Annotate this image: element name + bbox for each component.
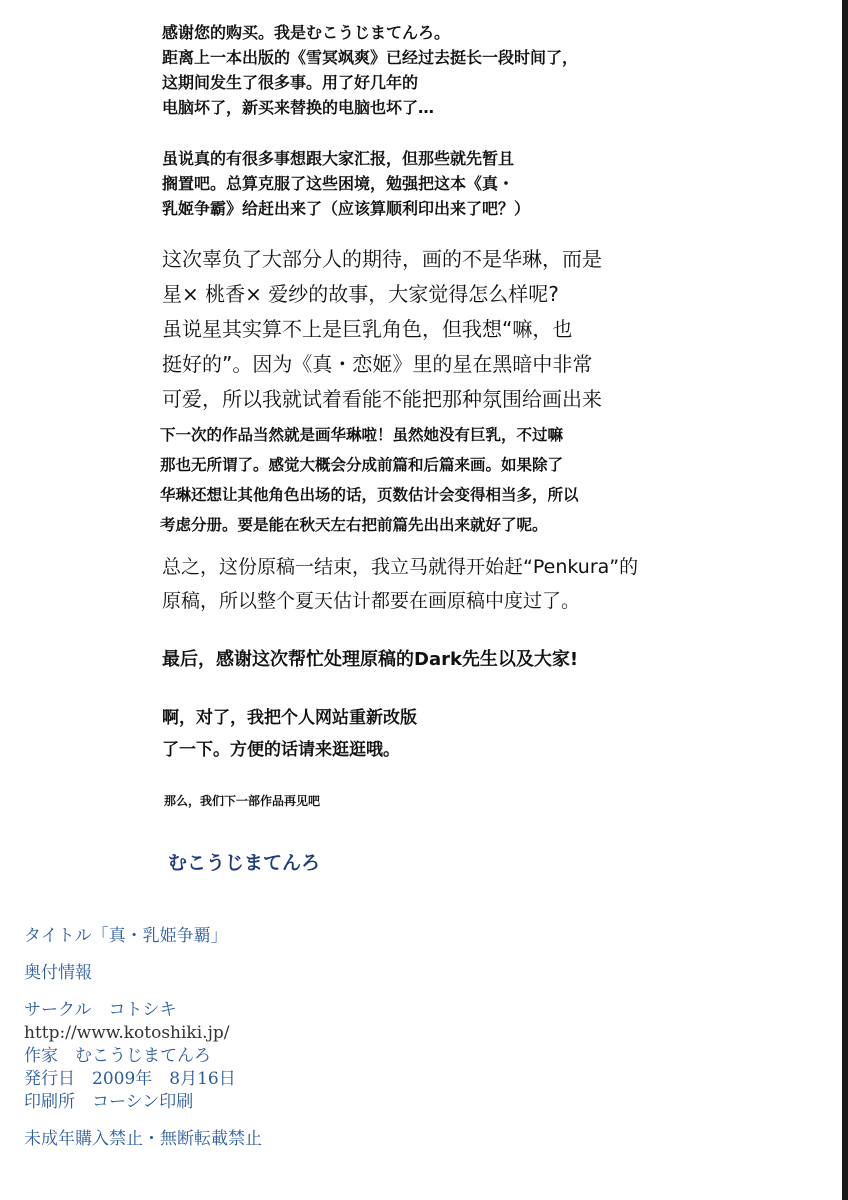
text-line: 啊，对了，我把个人网站重新改版 — [162, 708, 417, 728]
colophon — [24, 925, 262, 1151]
text-line: 那么，我们下一部作品再见吧 — [164, 794, 321, 808]
text-line: 那也无所谓了。感觉大概会分成前篇和后篇来画。如果除了 — [160, 456, 564, 474]
colophon-circle: サークル コトシキ — [24, 1000, 177, 1020]
text-line: 距离上一本出版的《雪冥飒爽》已经过去挺长一段时间了， — [162, 48, 579, 67]
paragraph-2 — [162, 146, 530, 221]
paragraph-6 — [162, 644, 578, 676]
text-line: 感谢您的购买。我是むこうじまてんろ。 — [162, 23, 451, 42]
text-line: 原稿，所以整个夏天估计都要在画原稿中度过了。 — [162, 590, 581, 612]
text-line: 这次辜负了大部分人的期待，画的不是华琳，而是 — [162, 247, 602, 271]
text-line: 星× 桃香× 爱纱的故事，大家觉得怎么样呢? — [162, 282, 559, 306]
colophon-heading: 奥付情報 — [24, 963, 92, 983]
text-line: 乳姬争霸》给赶出来了（应该算顺利印出来了吧？） — [162, 199, 531, 218]
colophon-author: 作家 むこうじまてんろ — [24, 1046, 211, 1066]
text-line: 总之，这份原稿一结束，我立马就得开始赶“Penkura”的 — [162, 556, 639, 578]
author-signature: むこうじまてんろ — [168, 852, 321, 874]
paragraph-8 — [164, 792, 320, 810]
colophon-printer: 印刷所 コーシン印刷 — [24, 1092, 194, 1112]
text-line: 了一下。方便的话请来逛逛哦。 — [162, 740, 400, 760]
text-line: 电脑坏了，新买来替换的电脑也坏了… — [162, 98, 435, 117]
text-line: 可爱，所以我就试着看能不能把那种氛围给画出来 — [162, 387, 602, 411]
colophon-notice: 未成年購入禁止・無断転載禁止 — [24, 1129, 262, 1149]
paragraph-1 — [162, 20, 578, 120]
paragraph-3 — [162, 242, 602, 417]
page-edge-shadow — [842, 0, 848, 1200]
colophon-url: http://www.kotoshiki.jp/ — [24, 1023, 230, 1043]
text-line: 考虑分册。要是能在秋天左右把前篇先出出来就好了呢。 — [160, 516, 548, 534]
text-line: 华琳还想让其他角色出场的话，页数估计会变得相当多，所以 — [160, 486, 579, 504]
paragraph-5 — [162, 550, 638, 618]
colophon-title: タイトル「真・乳姫争覇」 — [24, 926, 228, 946]
paragraph-7 — [162, 702, 417, 766]
text-line: 下一次的作品当然就是画华琳啦！虽然她没有巨乳，不过嘛 — [160, 426, 564, 444]
text-line: 这期间发生了很多事。用了好几年的 — [162, 73, 419, 92]
text-line: 挺好的”。因为《真・恋姬》里的星在黑暗中非常 — [162, 352, 593, 376]
text-line: 最后，感谢这次帮忙处理原稿的Dark先生以及大家! — [162, 649, 579, 670]
text-line: 虽说真的有很多事想跟大家汇报，但那些就先暂且 — [162, 149, 515, 168]
text-line: 虽说星其实算不上是巨乳角色，但我想“嘛，也 — [162, 317, 573, 341]
paragraph-4 — [160, 420, 579, 540]
colophon-date: 発行日 2009年 8月16日 — [24, 1069, 236, 1089]
text-line: 搁置吧。总算克服了这些困境，勉强把这本《真・ — [162, 174, 515, 193]
